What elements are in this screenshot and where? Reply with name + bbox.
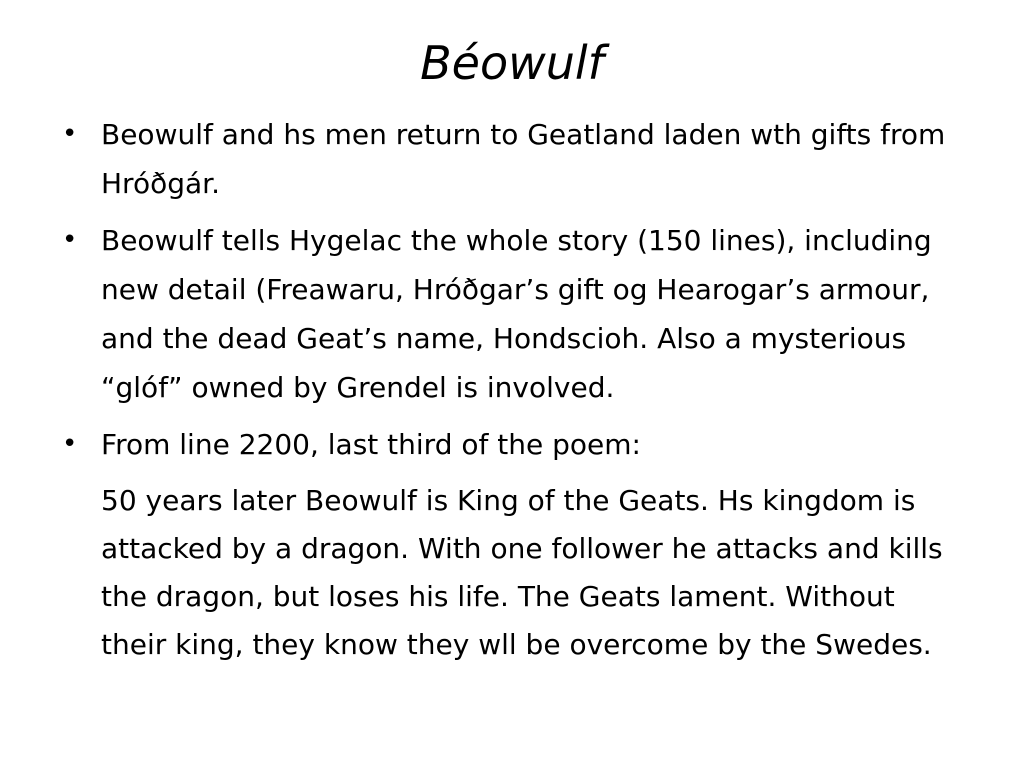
sub-paragraph: 50 years later Beowulf is King of the Geats. Hs kingdom is attacked by a dragon. With one follower he attacks and kills the dragon, but loses his life. The Geats lament. Without their king, they know they wll be overcome by the Swedes.	[101, 484, 943, 661]
bullet-list	[62, 110, 962, 669]
bullet-item: • Beowulf and hs men return to Geatland laden wth gifts from Hróðgár.	[62, 110, 962, 208]
bullet-item: • From line 2200, last third of the poem:	[62, 420, 962, 469]
slide-title: Béowulf	[420, 36, 604, 90]
bullet-item: • Beowulf tells Hygelac the whole story (150 lines), including new detail (Freawaru, Hróðgar’s gift og Hearogar’s armour, and the dead Geat’s name, Hondscioh. Also a mysterious “glóf” owned by Grendel is involved.	[62, 216, 962, 412]
